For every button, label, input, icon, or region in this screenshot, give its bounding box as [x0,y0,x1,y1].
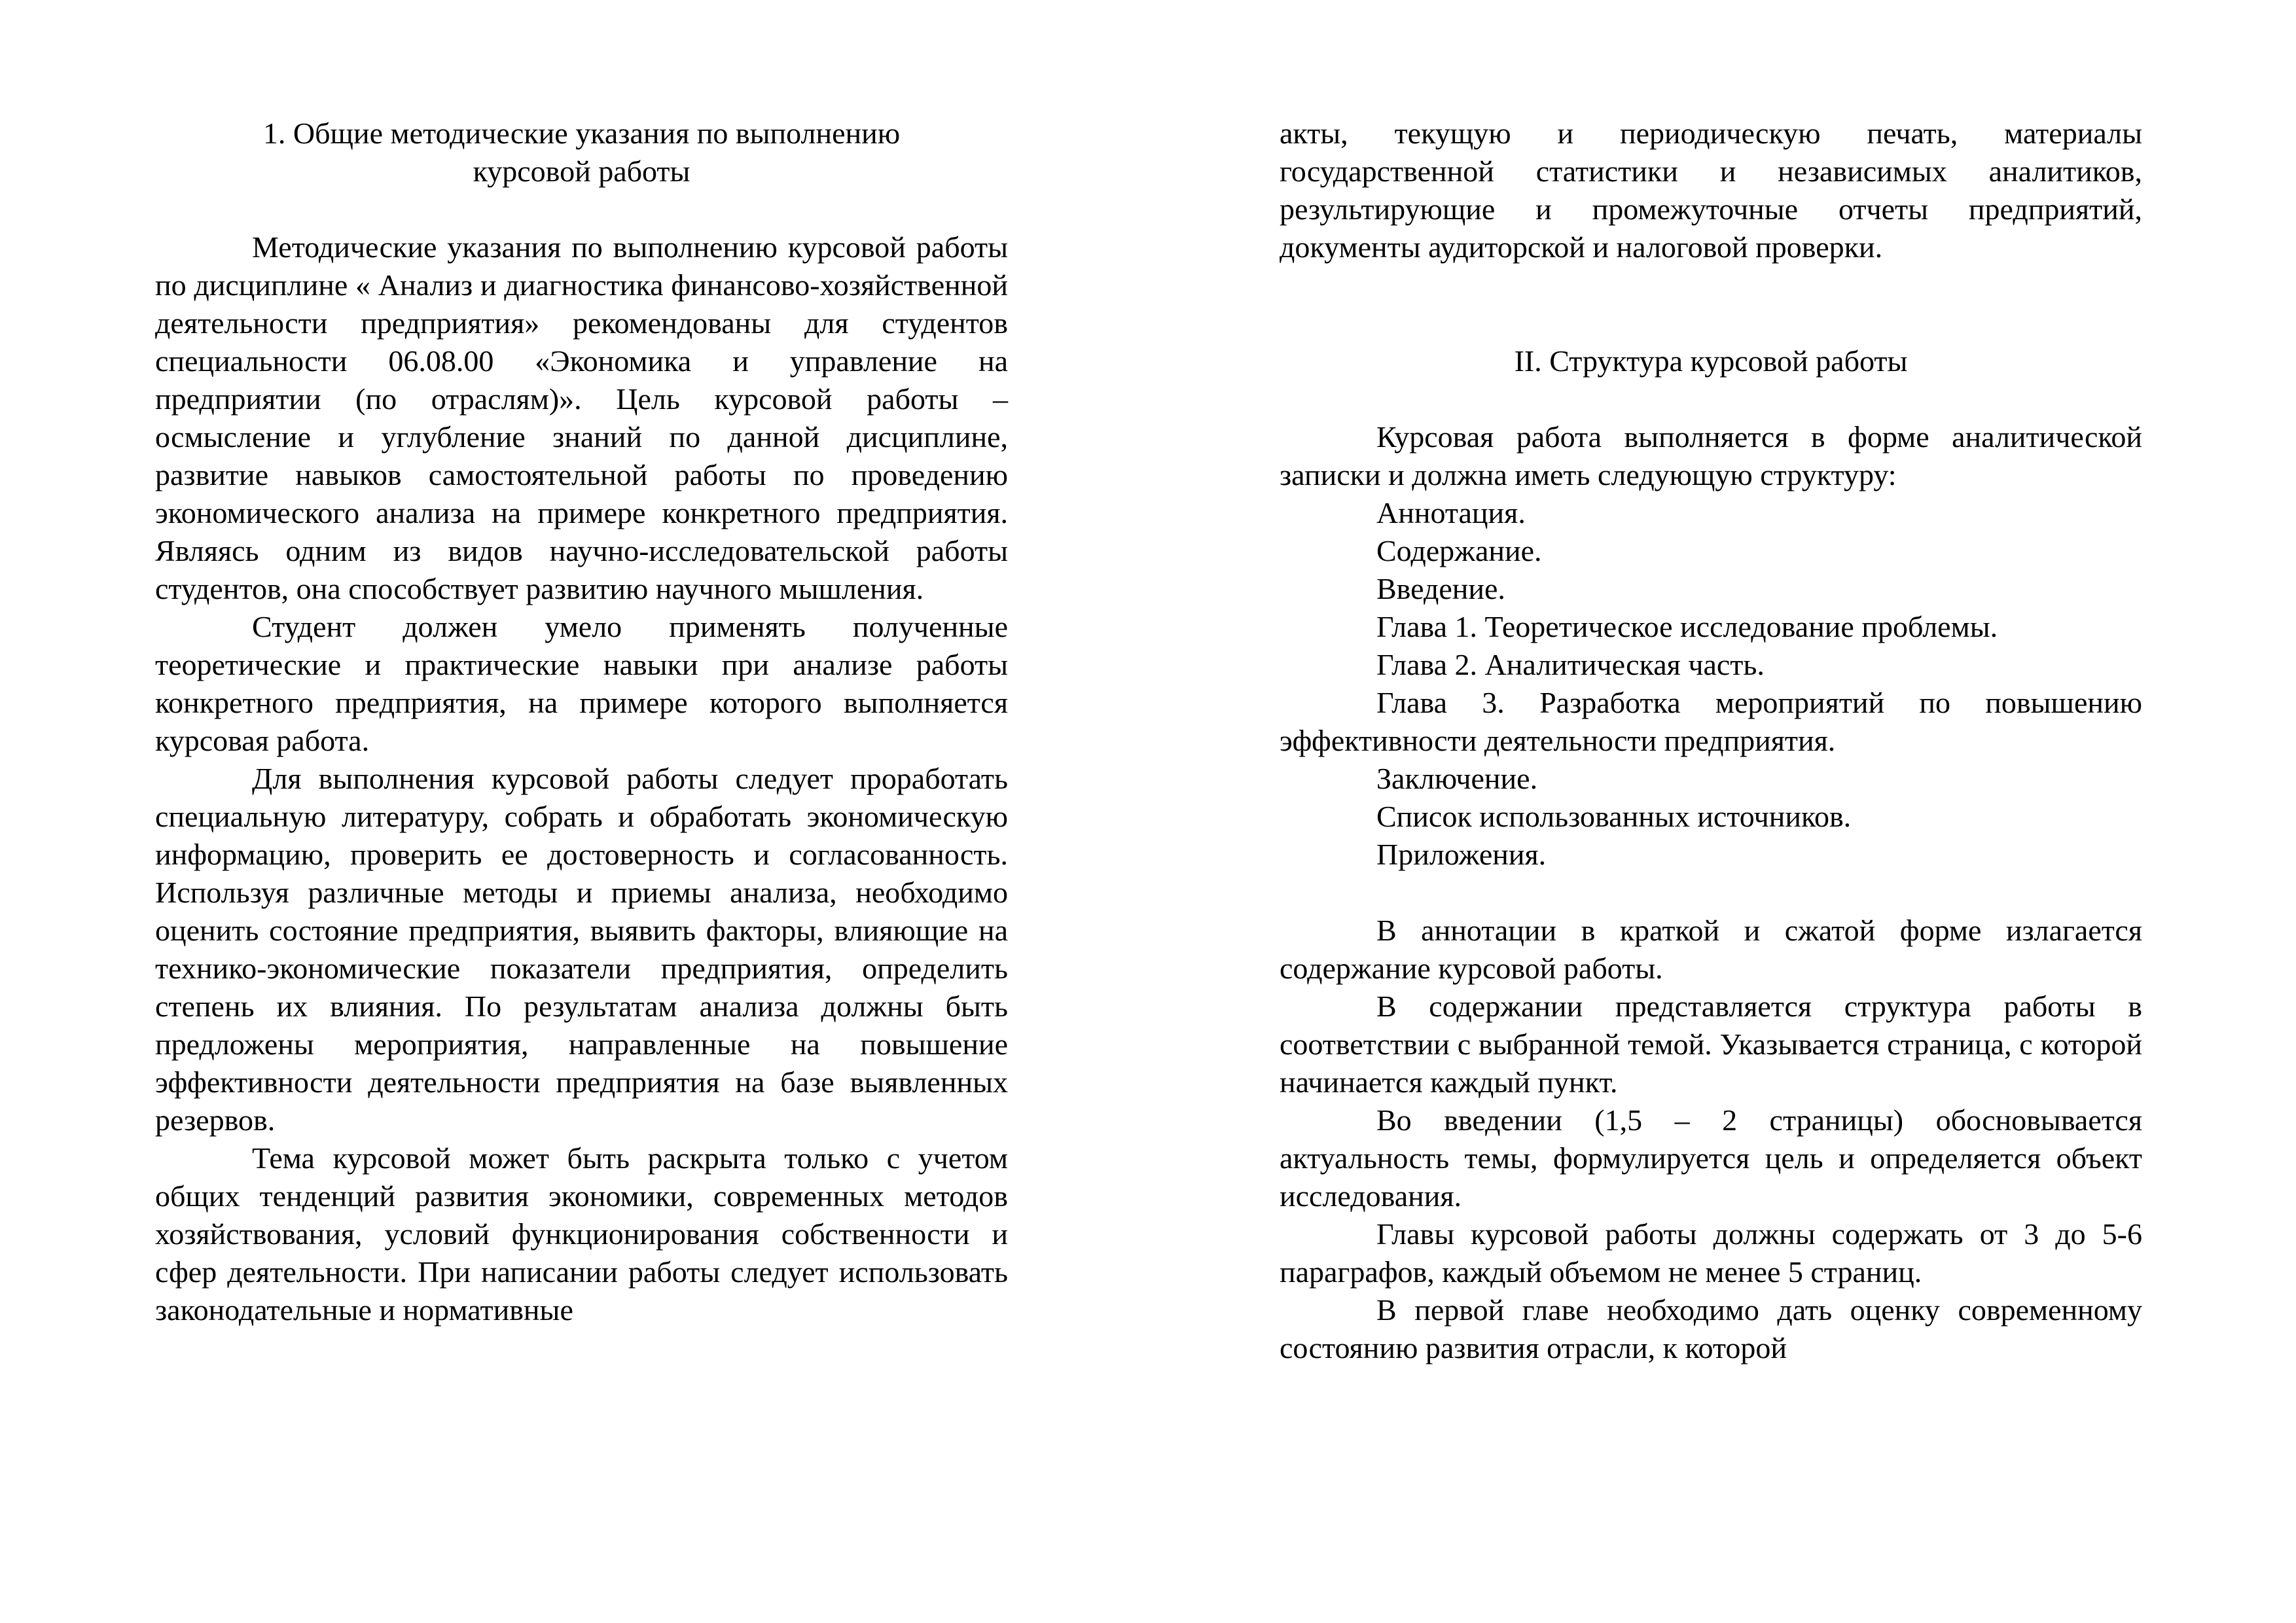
left-page-column [155,115,1008,1329]
paragraph-first-chapter: В первой главе необходимо дать оценку современному состоянию развития отрасли, к которой [1280,1293,2142,1364]
right-page-column [1280,115,2142,1367]
section-2-heading: II. Структура курсовой работы [1514,344,1908,378]
paragraph-chapters: Главы курсовой работы должны содержать от 3 до 5-6 параграфов, каждый объемом не менее 5 страниц. [1280,1217,2142,1289]
structure-item: Введение. [1376,572,1505,605]
section-1-heading [155,115,1008,190]
spacer [155,190,1008,228]
paragraph-contents: В содержании представляется структура работы в соответствии с выбранной темой. Указывается страница, с которой начинается каждый пункт. [1280,990,2142,1099]
paragraph-topic: Тема курсовой может быть раскрыта только с учетом общих тенденций развития экономики, современных методов хозяйствования, условий функционирования собственности и сфер деятельности. При написании работы следует использовать законодательные и нормативные [155,1141,1008,1327]
structure-item: Глава 2. Аналитическая часть. [1376,648,1765,681]
spacer [1280,266,2142,342]
structure-item: Список использованных источников. [1376,800,1852,833]
structure-item: Содержание. [1376,534,1542,567]
spacer [1280,380,2142,418]
paragraph-sources-continuation: акты, текущую и периодическую печать, материалы государственной статистики и независимых аналитиков, результирующие и промежуточные отчеты предприятий, документы аудиторской и налоговой проверки. [1280,116,2142,264]
paragraph-introduction: Во введении (1,5 – 2 страницы) обосновывается актуальность темы, формулируется цель и определяется объект исследования. [1280,1103,2142,1213]
paragraph-work-method: Для выполнения курсовой работы следует проработать специальную литературу, собрать и обработать экономическую информацию, проверить ее достоверность и согласованность. Используя различные методы и приемы анализа, необходимо оценить состояние предприятия, выявить факторы, влияющие на технико-экономические показатели предприятия, определить степень их влияния. По результатам анализа должны быть предложены мероприятия, направленные на повышение эффективности деятельности предприятия на базе выявленных резервов. [155,762,1008,1137]
paragraph-student-skills: Студент должен умело применять полученные теоретические и практические навыки при анализе работы конкретного предприятия, на примере которого выполняется курсовая работа. [155,610,1008,757]
paragraph-structure-intro: Курсовая работа выполняется в форме аналитической записки и должна иметь следующую структуру: [1280,420,2142,491]
section-1-heading-line-2: курсовой работы [473,154,691,188]
paragraph-purpose: Методические указания по выполнению курсовой работы по дисциплине « Анализ и диагностика финансово-хозяйственной деятельности предприятия» рекомендованы для студентов специальности 06.08.00 «Экономика и управление на предприятии (по отраслям)». Цель курсовой работы – осмысление и углубление знаний по данной дисциплине, развитие навыков самостоятельной работы по проведению экономического анализа на примере конкретного предприятия. Являясь одним из видов научно-исследовательской работы студентов, она способствует развитию научного мышления. [155,230,1008,605]
section-1-heading-line-1: 1. Общие методические указания по выполнению [262,116,901,150]
structure-item: Аннотация. [1376,496,1526,529]
structure-item: Глава 1. Теоретическое исследование проблемы. [1376,610,1998,643]
paragraph-annotation: В аннотации в краткой и сжатой форме излагается содержание курсовой работы. [1280,914,2142,985]
spacer [1280,874,2142,912]
structure-item: Заключение. [1376,762,1538,795]
structure-item: Глава 3. Разработка мероприятий по повышению эффективности деятельности предприятия. [1280,686,2142,757]
structure-item: Приложения. [1376,838,1547,871]
